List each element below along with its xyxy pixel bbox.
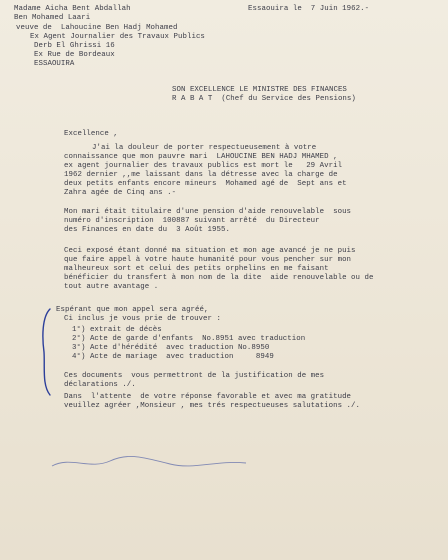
paragraph-line: Ci inclus je vous prie de trouver : bbox=[64, 315, 221, 323]
paragraph-line: Zahra agée de Cinq ans .- bbox=[64, 189, 177, 197]
recipient-line: R A B A T (Chef du Service des Pensions) bbox=[172, 95, 356, 103]
paragraph-line: 1962 dernier ,,me laissant dans la détresse avec la charge de bbox=[64, 171, 338, 179]
sender-line: ESSAOUIRA bbox=[34, 60, 75, 68]
sender-line: Madame Aicha Bent Abdallah bbox=[14, 5, 131, 13]
closing-line: veuillez agréer ,Monsieur , mes trés respectueuses salutations ./. bbox=[64, 402, 361, 410]
paragraph-line: Espérant que mon appel sera agréé, bbox=[56, 306, 209, 314]
paragraph-line: J'ai la douleur de porter respectueusement à votre bbox=[92, 144, 317, 152]
sender-line: Ex Rue de Bordeaux bbox=[34, 51, 115, 59]
closing-line: Dans l'attente de votre réponse favorable et avec ma gratitude bbox=[64, 393, 352, 401]
enclosure-item: 2°) Acte de garde d'enfants No.8951 avec traduction bbox=[72, 335, 306, 343]
enclosure-item: 4°) Acte de mariage avec traduction 8949 bbox=[72, 353, 274, 361]
margin-bracket-mark bbox=[38, 307, 54, 397]
paragraph-line: ex agent journalier des travaux publics est mort le 29 Avril bbox=[64, 162, 343, 170]
place-date: Essaouira le 7 Juin 1962.- bbox=[248, 5, 370, 13]
paragraph-line: Ceci exposé étant donné ma situation et mon age avancé je ne puis bbox=[64, 247, 356, 255]
paragraph-line: deux petits enfants encore mineurs Mohamed agé de Sept ans et bbox=[64, 180, 347, 188]
paragraph-line: que faire appel à votre haute humanité pour vous pencher sur mon bbox=[64, 256, 352, 264]
paragraph-line: des Finances en date du 3 Août 1955. bbox=[64, 226, 230, 234]
paragraph-line: déclarations ./. bbox=[64, 381, 136, 389]
enclosure-item: 3°) Acte d'hérédité avec traduction No.8950 bbox=[72, 344, 270, 352]
paragraph-line: Mon mari était titulaire d'une pension d'aide renouvelable sous bbox=[64, 208, 352, 216]
paragraph-line: numéro d'inscription 100887 suivant arrêté du Directeur bbox=[64, 217, 320, 225]
paragraph-line: tout autre avantage . bbox=[64, 283, 159, 291]
sender-line: Ben Mohamed Laari bbox=[14, 14, 91, 22]
recipient-line: SON EXCELLENCE LE MINISTRE DES FINANCES bbox=[172, 86, 347, 94]
sender-line: Derb El Ghrissi 16 bbox=[34, 42, 115, 50]
paragraph-line: Ces documents vous permettront de la justification de mes bbox=[64, 372, 325, 380]
paragraph-line: connaissance que mon pauvre mari LAHOUCINE BEN HADJ MHAMED , bbox=[64, 153, 338, 161]
sender-line: Ex Agent Journalier des Travaux Publics bbox=[30, 33, 205, 41]
paragraph-line: bénéficier du transfert à mon nom de la dite aide renouvelable ou de bbox=[64, 274, 374, 282]
sender-line: veuve de Lahoucine Ben Hadj Mohamed bbox=[16, 24, 178, 32]
enclosure-item: 1°) extrait de décès bbox=[72, 326, 162, 334]
salutation: Excellence , bbox=[64, 130, 118, 138]
paragraph-line: malheureux sort et celui des petits orphelins en me faisant bbox=[64, 265, 329, 273]
handwritten-signature-mark bbox=[50, 452, 250, 472]
